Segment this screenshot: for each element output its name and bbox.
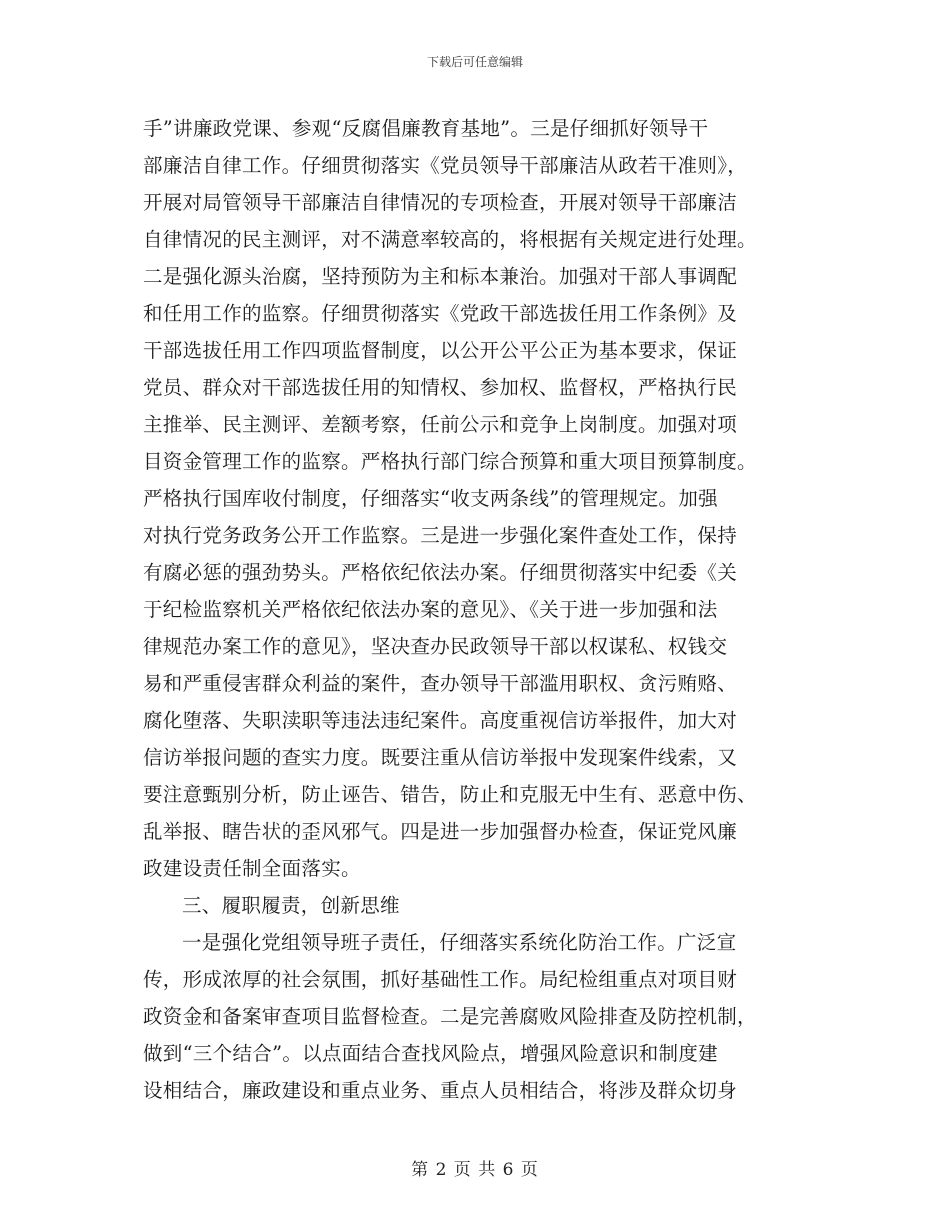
text-line: 易和严重侵害群众利益的案件，查办领导干部滥用职权、贪污贿赂、	[143, 672, 738, 695]
text-line: 对执行党务政务公开工作监察。三是进一步强化案件查处工作，保持	[143, 524, 738, 547]
page-header: 下载后可任意编辑	[426, 55, 523, 69]
section-heading: 三、履职履责，创新思维	[182, 894, 400, 917]
text-line: 开展对局管领导干部廉洁自律情况的专项检查，开展对领导干部廉洁	[143, 191, 738, 214]
text-line: 乱举报、瞎告状的歪风邪气。四是进一步加强督办检查，保证党风廉	[143, 820, 738, 843]
text-line: 政资金和备案审查项目监督检查。二是完善腐败风险排查及防控机制，	[143, 1005, 757, 1028]
text-line: 和任用工作的监察。仔细贯彻落实《党政干部选拔任用工作条例》及	[143, 302, 738, 325]
text-line: 部廉洁自律工作。仔细贯彻落实《党员领导干部廉洁从政若干准则》，	[143, 154, 748, 177]
text-line: 有腐必惩的强劲势头。严格依纪依法办案。仔细贯彻落实中纪委《关	[143, 561, 738, 584]
text-line: 干部选拔任用工作四项监督制度，以公开公平公正为基本要求，保证	[143, 339, 738, 362]
text-line: 自律情况的民主测评，对不满意率较高的，将根据有关规定进行处理。	[143, 228, 757, 251]
text-line: 于纪检监察机关严格依纪依法办案的意见》、《关于进一步加强和法	[143, 598, 718, 621]
text-line: 要注意甄别分析，防止诬告、错告，防止和克服无中生有、恶意中伤、	[143, 783, 757, 806]
text-line: 传，形成浓厚的社会氛围，抓好基础性工作。局纪检组重点对项目财	[143, 968, 738, 991]
text-line: 党员、群众对干部选拔任用的知情权、参加权、监督权，严格执行民	[143, 376, 738, 399]
text-line: 手”讲廉政党课、参观“反腐倡廉教育基地”。三是仔细抓好领导干	[143, 117, 709, 140]
page-number-footer: 第 2 页 共 6 页	[411, 1160, 539, 1180]
text-line: 目资金管理工作的监察。严格执行部门综合预算和重大项目预算制度。	[143, 450, 757, 473]
text-line: 一是强化党组领导班子责任，仔细落实系统化防治工作。广泛宣	[182, 931, 737, 954]
text-line: 做到“三个结合”。以点面结合查找风险点，增强风险意识和制度建	[143, 1042, 718, 1065]
text-line: 政建设责任制全面落实。	[143, 857, 361, 880]
text-line: 二是强化源头治腐，坚持预防为主和标本兼治。加强对干部人事调配	[143, 265, 738, 288]
text-line: 律规范办案工作的意见》，坚决查办民政领导干部以权谋私、权钱交	[143, 635, 728, 658]
text-line: 严格执行国库收付制度，仔细落实“收支两条线”的管理规定。加强	[143, 487, 718, 510]
text-line: 腐化堕落、失职渎职等违法违纪案件。高度重视信访举报件，加大对	[143, 709, 738, 732]
document-body	[143, 110, 807, 1109]
text-line: 主推举、民主测评、差额考察，任前公示和竞争上岗制度。加强对项	[143, 413, 738, 436]
text-line: 信访举报问题的查实力度。既要注重从信访举报中发现案件线索，又	[143, 746, 738, 769]
text-line: 设相结合，廉政建设和重点业务、重点人员相结合，将涉及群众切身	[143, 1079, 738, 1102]
